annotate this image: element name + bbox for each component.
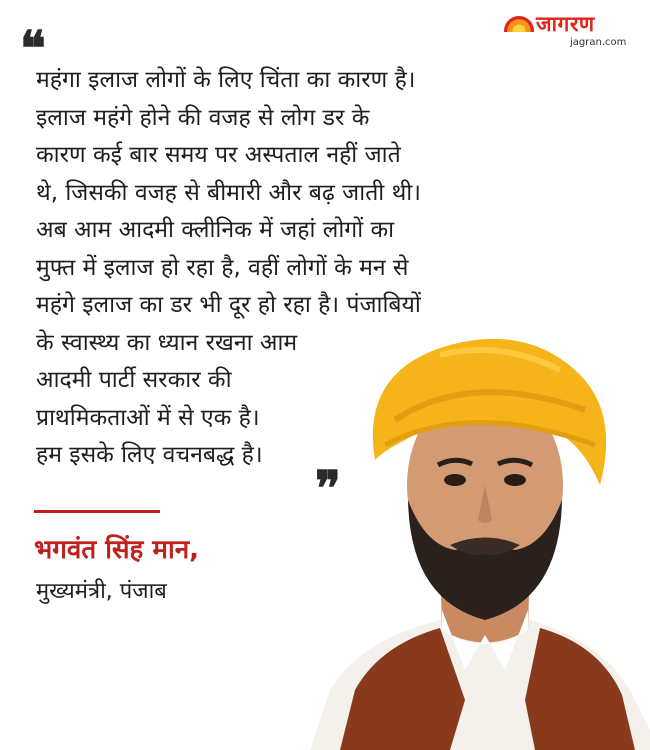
quote-line: के स्वास्थ्य का ध्यान रखना आम <box>36 329 298 356</box>
quote-line: आदमी पार्टी सरकार की <box>36 367 232 393</box>
vest-shape <box>525 628 635 750</box>
open-quote-icon: ❝ <box>20 21 46 77</box>
quote-line: महंगा इलाज लोगों के लिए चिंता का कारण है। <box>36 67 416 93</box>
brand-url: jagran.com <box>570 37 627 48</box>
quote-line: कारण कई बार समय पर अस्पताल नहीं जाते <box>36 142 401 168</box>
eye-shape <box>504 474 526 486</box>
quote-line: हम इसके लिए वचनबद्ध है। <box>36 442 263 468</box>
quote-line: प्राथमिकताओं में से एक है। <box>36 404 260 431</box>
quote-line: इलाज महंगे होने की वजह से लोग डर के <box>36 104 370 131</box>
jagran-logo <box>504 10 636 54</box>
brand-name: जागरण <box>536 12 595 36</box>
speaker-role: मुख्यमंत्री, पंजाब <box>36 579 167 604</box>
close-quote-icon: ❞ <box>315 461 341 517</box>
portrait-image <box>300 310 650 750</box>
speaker-name: भगवंत सिंह मान, <box>34 535 200 565</box>
quote-line: अब आम आदमी क्लीनिक में जहां लोगों का <box>36 217 395 243</box>
quote-line: मुफ्त में इलाज हो रहा है, वहीं लोगों के मन से <box>36 254 409 281</box>
quote-line: थे, जिसकी वजह से बीमारी और बढ़ जाती थी। <box>36 179 421 206</box>
sun-logo-icon <box>504 16 534 32</box>
divider <box>34 510 160 513</box>
quote-line: महंगे इलाज का डर भी दूर हो रहा है। पंजाबियों <box>36 292 421 318</box>
eye-shape <box>444 474 466 486</box>
vest-shape <box>340 628 465 750</box>
